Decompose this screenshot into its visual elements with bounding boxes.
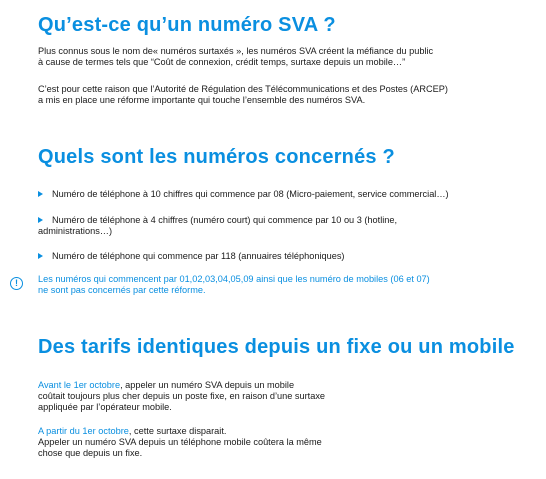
section-title-tarifs: Des tarifs identiques depuis un fixe ou un mobile [38,336,515,358]
bullet-item: Numéro de téléphone à 10 chiffres qui commence par 08 (Micro-paiement, service commercial…) [38,189,528,200]
paragraph-apres-octobre: A partir du 1er octobre, cette surtaxe disparait. Appeler un numéro SVA depuis un téléphone mobile coûtera la même chose que depuis un fixe. [38,426,322,458]
bullet-arrow-icon [38,253,43,259]
exclamation-icon: ! [10,277,23,290]
paragraph-arcep-reform: C’est pour cette raison que l’Autorité de Régulation des Télécommunications et des Postes (ARCEP) a mis en place une réforme importante qui touche l’ensemble des numéros SVA. [38,84,448,105]
section-title-numeros-concernes: Quels sont les numéros concernés ? [38,146,395,168]
paragraph-sva-definition: Plus connus sous le nom de« numéros surtaxés », les numéros SVA créent la méfiance du public à cause de termes tels que “Coût de connexion, crédit temps, surtaxe depuis un mobile…” [38,46,434,67]
bullet-arrow-icon [38,217,43,223]
bullet-item: Numéro de téléphone qui commence par 118 (annuaires téléphoniques) [38,251,528,262]
document-page: Qu’est-ce qu’un numéro SVA ? Plus connus sous le nom de« numéros surtaxés », les numéros SVA créent la méfiance du public à cause de termes tels que “Coût de connexion, crédit temps, surtaxe depuis un mobile…” C’est pour cette raison que l’Autorité de Régulation des Télécommunications et des Postes (ARCEP) a mis en place une réforme importante qui touche l’ensemble des numéros SVA. Quels sont les numéros concernés ? Numéro de téléphone à 10 chiffres qui commence par 08 (Micro-paiement, service commercial…) Numéro de téléphone à 4 chiffres (numéro court) qui commence par 10 ou 3 (hotline, administrations…) Numéro de téléphone qui commence par 118 (annuaires téléphoniques) ! Les numéros qui commencent par 01,02,03,04,05,09 ainsi que les numéro de mobiles (06 et 07) ne sont pas concernés par cette réforme. Des tarifs identiques depuis un fixe ou un mobile Avant le 1er octobre, appeler un numéro SVA depuis un mobile coûtait toujours plus cher depuis un poste fixe, en raison d’une surtaxe appliquée par l’opérateur mobile. A partir du 1er octobre, cette surtaxe disparait. Appeler un numéro SVA depuis un téléphone mobile coûtera la même chose que depuis un fixe. [0,0,546,479]
bullet-arrow-icon [38,191,43,197]
section-title-sva: Qu’est-ce qu’un numéro SVA ? [38,14,336,36]
bullet-item: Numéro de téléphone à 4 chiffres (numéro court) qui commence par 10 ou 3 (hotline, administrations…) [38,215,398,236]
paragraph-avant-octobre: Avant le 1er octobre, appeler un numéro SVA depuis un mobile coûtait toujours plus cher depuis un poste fixe, en raison d’une surtaxe appliquée par l’opérateur mobile. [38,380,326,412]
